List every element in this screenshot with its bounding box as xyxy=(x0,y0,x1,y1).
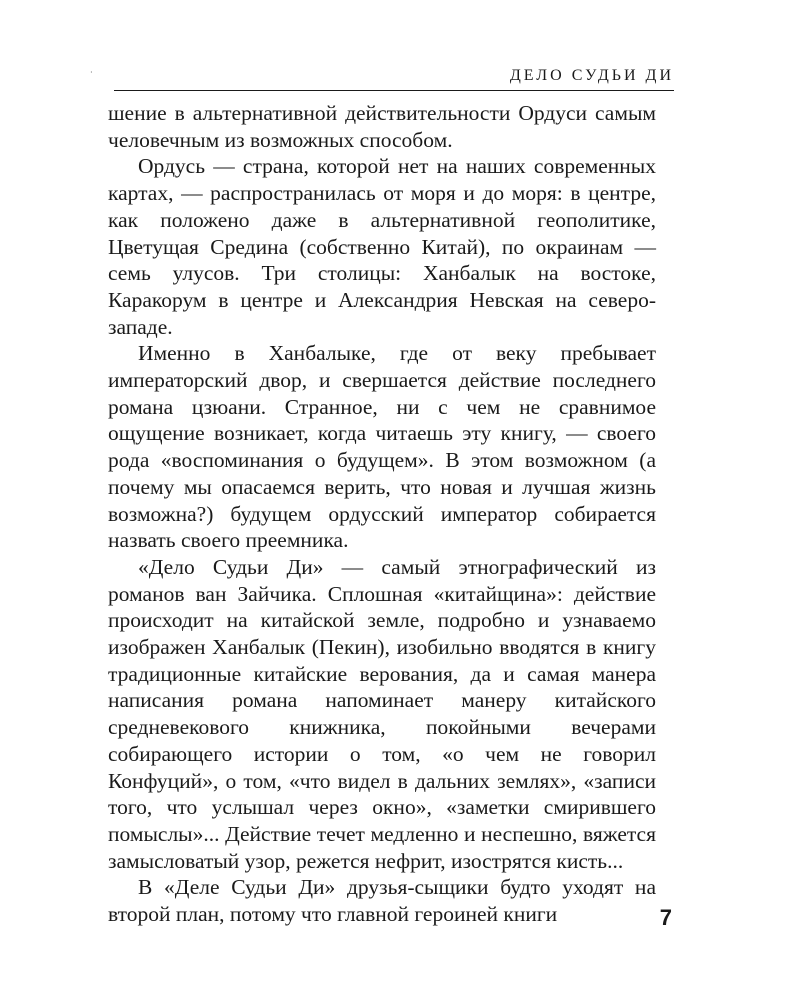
body-text xyxy=(108,100,656,928)
paragraph-ordus: Ордусь — страна, которой нет на наших современных картах, — распространилась от моря и до моря: в центре, как положено даже в альтернативной геополитике, Цветущая Средина (собственно Китай), по окраинам — семь улусов. Три столицы: Ханбалык на востоке, Каракорум в центре и Александрия Невская на северо-западе. xyxy=(108,154,656,339)
header-rule xyxy=(114,90,674,91)
paragraph-detectives: В «Деле Судьи Ди» друзья-сыщики будто уходят на второй план, потому что главной героиней книги xyxy=(108,875,656,927)
corner-mark: · xyxy=(90,68,93,77)
paragraph-judge-di: «Дело Судьи Ди» — самый этнографический из романов ван Зайчика. Сплошная «китайщина»: действие происходит на китайской земле, подробно и узнаваемо изображен Ханбалык (Пекин), изобильно вводятся в книгу традиционные китайские верования, да и самая манера написания романа напоминает манеру китайского средневекового книжника, покойными вечерами собирающего истории о том, «о чем не говорил Конфуций», о том, «что видел в дальних землях», «записи того, что услышал через окно», «заметки смирившего помыслы»... Действие течет медленно и неспешно, вяжется замысловатый узор, режется нефрит, изострятся кисть... xyxy=(108,554,656,873)
paragraph-khanbalyk: Именно в Ханбалыке, где от веку пребывает императорский двор, и свершается действие последнего романа цзюани. Странное, ни с чем не сравнимое ощущение возникает, когда читаешь эту книгу, — своего рода «воспоминания о будущем». В этом возможном (а почему мы опасаемся верить, что новая и лучшая жизнь возможна?) будущем ордусский император собирается назвать своего преемника. xyxy=(108,341,656,553)
page-number: 7 xyxy=(659,905,672,930)
running-title: ДЕЛО СУДЬИ ДИ xyxy=(509,67,674,84)
paragraph-continuation: шение в альтернативной действительности Ордуси самым человечным из возможных способом. xyxy=(108,101,656,152)
